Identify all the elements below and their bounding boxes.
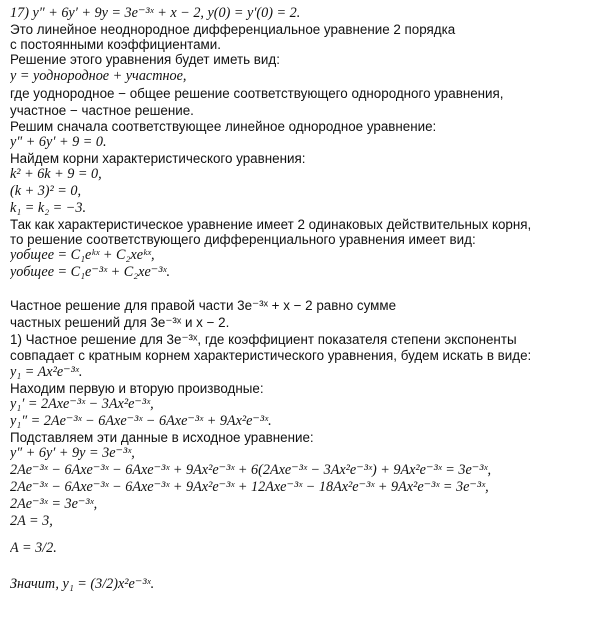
text-line: Решение этого уравнения будет иметь вид: [10, 52, 280, 68]
formula-line: (k + 3)² = 0, [10, 182, 82, 199]
problem-statement: 17) y″ + 6y′ + 9y = 3e⁻³ˣ + x − 2, y(0) = y′(0) = 2. [10, 5, 301, 21]
text-line: то решение соответствующего дифференциального уравнения имеет вид: [10, 232, 476, 248]
formula-line: yобщее = C₁eᵏˣ + C₂xeᵏˣ, [10, 247, 155, 264]
text-line: совпадает с кратным корнем характеристического уравнения, будем искать в виде: [10, 348, 532, 364]
final-answer: Значит, y₁ = (3/2)x²e⁻³ˣ. [10, 575, 155, 592]
text-line: Так как характеристическое уравнение имеет 2 одинаковых действительных корня, [10, 216, 532, 232]
formula-line: y₁″ = 2Ae⁻³ˣ − 6Axe⁻³ˣ − 6Axe⁻³ˣ + 9Ax²e⁻³ˣ. [10, 412, 272, 429]
text-line: с постоянными коэффициентами. [10, 37, 221, 53]
formula-line: y = yоднородное + yчастное, [10, 67, 187, 84]
text-line: Это линейное неоднородное дифференциальное уравнение 2 порядка [10, 22, 456, 37]
formula-line: y₁′ = 2Axe⁻³ˣ − 3Ax²e⁻³ˣ, [10, 395, 154, 412]
text-line: Решим сначала соответствующее линейное однородное уравнение: [10, 118, 437, 134]
formula-line: yобщее = C₁e⁻³ˣ + C₂xe⁻³ˣ. [10, 264, 171, 281]
text-line: где yоднородное − общее решение соответствующего однородного уравнения, [10, 85, 504, 101]
formula-line: y" + 6y′ + 9 = 0. [10, 133, 107, 150]
formula-line: 2Ae⁻³ˣ − 6Axe⁻³ˣ − 6Axe⁻³ˣ + 9Ax²e⁻³ˣ + 6(2Axe⁻³ˣ − 3Ax²e⁻³ˣ) + 9Ax²e⁻³ˣ = 3e⁻³ˣ, [10, 461, 492, 478]
text-line: Подставляем эти данные в исходное уравнение: [10, 429, 314, 445]
formula-line: 2A = 3, [10, 512, 53, 529]
formula-line: 2Ae⁻³ˣ − 6Axe⁻³ˣ − 6Axe⁻³ˣ + 9Ax²e⁻³ˣ + 12Axe⁻³ˣ − 18Ax²e⁻³ˣ + 9Ax²e⁻³ˣ = 3e⁻³ˣ, [10, 478, 489, 495]
text-line: Находим первую и вторую производные: [10, 380, 264, 396]
formula-line: k² + 6k + 9 = 0, [10, 165, 102, 182]
formula-line: 2Ae⁻³ˣ = 3e⁻³ˣ, [10, 495, 98, 512]
formula-line: y₁ = Ax²e⁻³ˣ. [10, 363, 83, 380]
text-line: частных решений для 3e⁻³ˣ и x − 2. [10, 315, 230, 331]
formula-line: y″ + 6y′ + 9y = 3e⁻³ˣ, [10, 444, 135, 461]
formula-line: k₁ = k₂ = −3. [10, 199, 87, 216]
blank-line [10, 281, 594, 297]
text-line: yчастное − частное решение. [10, 102, 194, 118]
text-line: Частное решение для правой части 3e⁻³ˣ + x − 2 равно сумме [10, 298, 397, 314]
formula-line: A = 3/2. [10, 539, 57, 556]
text-line: Найдем корни характеристического уравнения: [10, 150, 306, 166]
text-line: 1) Частное решение для 3e⁻³ˣ, где коэффициент показателя степени экспоненты [10, 332, 517, 348]
